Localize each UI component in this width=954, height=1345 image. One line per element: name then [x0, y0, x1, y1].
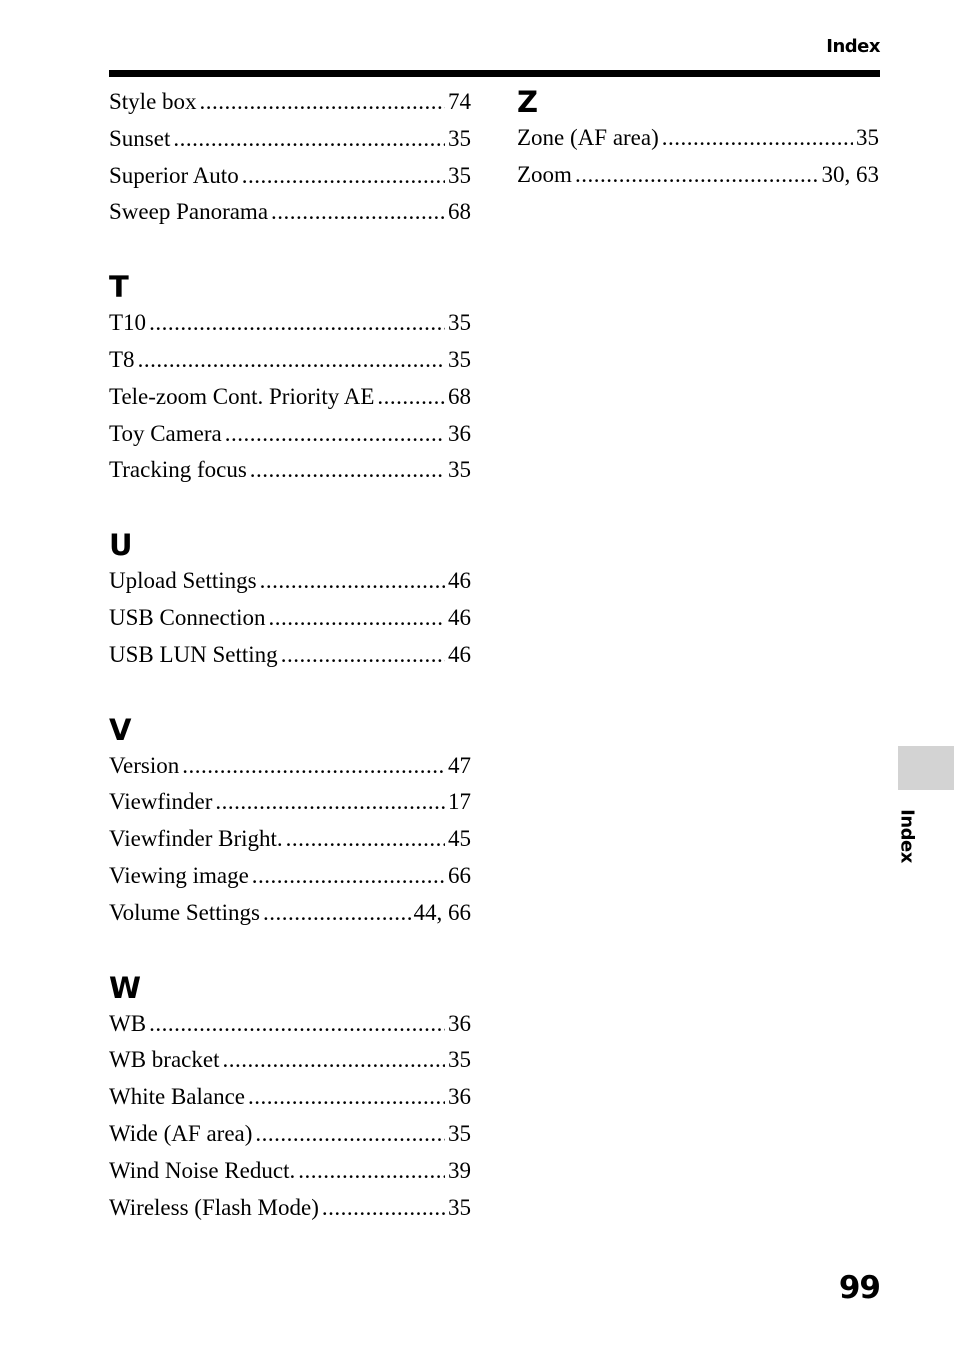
- dot-leader: [215, 784, 445, 821]
- index-entry: [109, 600, 471, 637]
- index-entry: [109, 784, 471, 821]
- index-term: WB bracket: [109, 1047, 220, 1073]
- header-rule: [109, 70, 880, 77]
- index-term: Sunset: [109, 125, 171, 151]
- dot-leader: [182, 748, 445, 785]
- index-page-ref: 35: [448, 1194, 471, 1220]
- index-entry: [109, 379, 471, 416]
- index-entry: [109, 452, 471, 489]
- index-page-ref: 35: [448, 1120, 471, 1146]
- index-term: T10: [109, 310, 147, 336]
- dot-leader: [255, 1116, 445, 1153]
- side-tab-label: Index: [896, 809, 918, 863]
- index-page-ref: 35: [448, 125, 471, 151]
- index-entry: [109, 895, 471, 932]
- index-entry: [109, 305, 471, 342]
- dot-leader: [298, 1153, 445, 1190]
- index-page-ref: 66: [448, 862, 471, 888]
- index-entry: [109, 748, 471, 785]
- index-entry: [109, 1116, 471, 1153]
- index-term: USB Connection: [109, 604, 266, 630]
- dot-leader: [281, 637, 445, 674]
- index-entry: [109, 1042, 471, 1079]
- dot-leader: [242, 158, 445, 195]
- index-entry: [109, 637, 471, 674]
- index-page-ref: 39: [448, 1157, 471, 1183]
- index-page-ref: 46: [448, 604, 471, 630]
- index-page-ref: 44, 66: [413, 899, 471, 925]
- index-page-ref: 36: [448, 1010, 471, 1036]
- index-section-w: [109, 970, 471, 1227]
- dot-leader: [222, 1042, 445, 1079]
- index-term: Zone (AF area): [517, 125, 659, 150]
- index-page-ref: 30, 63: [821, 161, 879, 187]
- index-term: WB: [109, 1010, 147, 1036]
- dot-leader: [225, 416, 445, 453]
- dot-leader: [263, 895, 410, 932]
- index-page-ref: 36: [448, 420, 471, 446]
- index-entry: [109, 158, 471, 195]
- dot-leader: [271, 194, 445, 231]
- index-column-right: [517, 84, 879, 232]
- section-letter-heading: V: [109, 712, 132, 747]
- index-term: Superior Auto: [109, 162, 239, 188]
- index-term: USB LUN Setting: [109, 641, 278, 667]
- index-term: Version: [109, 752, 180, 778]
- section-letter-heading: W: [109, 970, 141, 1005]
- index-term: Wireless (Flash Mode): [109, 1194, 319, 1220]
- dot-leader: [662, 120, 853, 157]
- index-page-ref: 35: [448, 457, 471, 483]
- index-term: Style box: [109, 89, 197, 114]
- dot-leader: [138, 342, 445, 379]
- page-number: 99: [838, 1270, 880, 1306]
- dot-leader: [149, 305, 445, 342]
- index-entry: [109, 858, 471, 895]
- dot-leader: [286, 821, 445, 858]
- index-entry: [109, 194, 471, 231]
- running-header-title: Index: [826, 36, 880, 57]
- index-section-z: [517, 84, 879, 194]
- dot-leader: [173, 121, 445, 158]
- index-entry: [517, 157, 879, 194]
- dot-leader: [322, 1190, 445, 1227]
- index-entry: [109, 1153, 471, 1190]
- index-term: Wind Noise Reduct.: [109, 1157, 296, 1183]
- index-term: Zoom: [517, 161, 572, 187]
- index-page-ref: 35: [856, 125, 879, 150]
- index-entry: [109, 1190, 471, 1227]
- dot-leader: [248, 1079, 445, 1116]
- index-term: Tracking focus: [109, 457, 247, 483]
- index-entry: [109, 416, 471, 453]
- index-page-ref: 68: [448, 383, 471, 409]
- index-section-u: [109, 527, 471, 673]
- index-section: [109, 84, 471, 231]
- index-page-ref: 35: [448, 310, 471, 336]
- index-entry: [109, 563, 471, 600]
- index-term: Viewing image: [109, 862, 249, 888]
- index-page-ref: 36: [448, 1084, 471, 1110]
- index-term: Wide (AF area): [109, 1120, 253, 1146]
- index-entry: [109, 1079, 471, 1116]
- index-column-left: [109, 84, 471, 1264]
- index-term: Viewfinder Bright.: [109, 826, 283, 852]
- index-entry: [109, 821, 471, 858]
- index-term: White Balance: [109, 1084, 246, 1110]
- index-entry: [109, 1006, 471, 1043]
- index-page-ref: 35: [448, 162, 471, 188]
- index-term: Upload Settings: [109, 568, 257, 594]
- index-entry: [109, 342, 471, 379]
- dot-leader: [250, 452, 445, 489]
- index-term: Toy Camera: [109, 420, 222, 446]
- index-page-ref: 68: [448, 199, 471, 225]
- section-letter-heading: T: [109, 270, 129, 305]
- index-page-ref: 46: [448, 641, 471, 667]
- dot-leader: [260, 563, 445, 600]
- index-term: Viewfinder: [109, 789, 213, 815]
- index-page-ref: 17: [448, 789, 471, 815]
- index-term: Volume Settings: [109, 899, 261, 925]
- index-page-ref: 35: [448, 1047, 471, 1073]
- section-letter-heading: Z: [517, 85, 539, 119]
- dot-leader: [149, 1006, 445, 1043]
- index-section-t: [109, 269, 471, 489]
- dot-leader: [252, 858, 445, 895]
- index-entry: [517, 120, 879, 157]
- section-tab-marker: [898, 746, 954, 790]
- dot-leader: [377, 379, 445, 416]
- index-entry: [109, 84, 471, 121]
- index-term: Sweep Panorama: [109, 199, 269, 225]
- index-page-ref: 35: [448, 346, 471, 372]
- section-letter-heading: U: [109, 528, 133, 563]
- dot-leader: [200, 84, 445, 121]
- index-page-ref: 46: [448, 568, 471, 594]
- index-page-ref: 45: [448, 826, 471, 852]
- dot-leader: [575, 157, 819, 194]
- dot-leader: [269, 600, 445, 637]
- index-term: Tele-zoom Cont. Priority AE: [109, 383, 375, 409]
- index-term: T8: [109, 346, 135, 372]
- index-section-v: [109, 712, 471, 932]
- index-page-ref: 74: [448, 89, 471, 114]
- index-entry: [109, 121, 471, 158]
- index-page-ref: 47: [448, 752, 471, 778]
